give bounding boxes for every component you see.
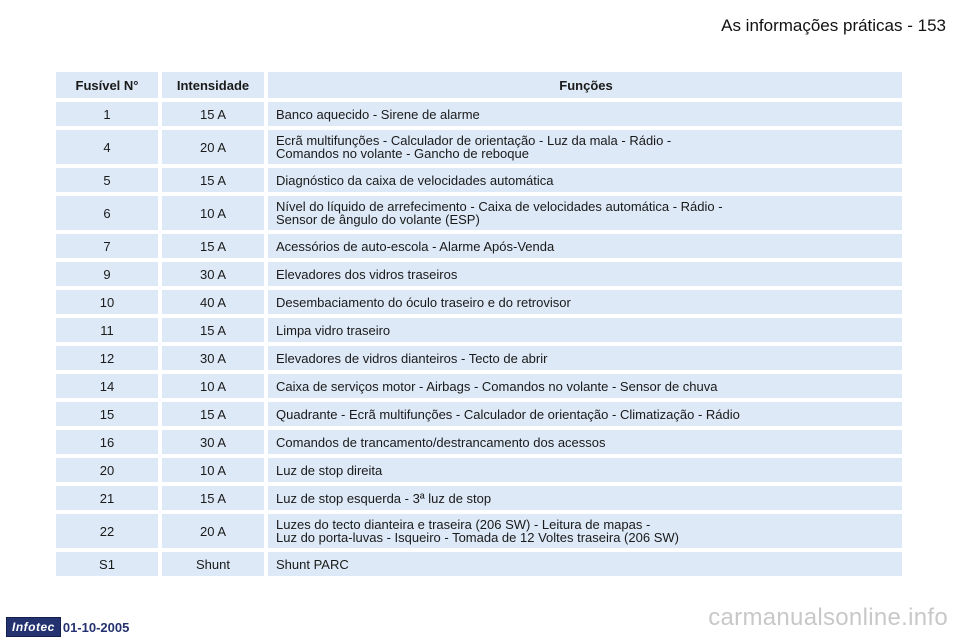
amperage-cell: 30 A — [162, 262, 268, 286]
table-row — [56, 458, 902, 482]
table-row — [56, 318, 902, 342]
fuse-number-cell: 5 — [56, 168, 162, 192]
function-line: Limpa vidro traseiro — [276, 322, 391, 338]
amperage-cell: 10 A — [162, 374, 268, 398]
amperage-cell: 10 A — [162, 196, 268, 230]
page-title: As informações práticas - 153 — [721, 16, 946, 35]
amperage-cell: 20 A — [162, 130, 268, 164]
fuse-number-cell: 22 — [56, 514, 162, 548]
table-row — [56, 130, 902, 164]
table-row — [56, 402, 902, 426]
function-line: Elevadores dos vidros traseiros — [276, 266, 458, 282]
function-line: Luz do porta-luvas - Isqueiro - Tomada de 12 Voltes traseira (206 SW) — [276, 530, 679, 545]
function-line: Shunt PARC — [276, 556, 349, 572]
fuse-number-cell: 6 — [56, 196, 162, 230]
fuse-number-cell: 15 — [56, 402, 162, 426]
amperage-cell: 15 A — [162, 168, 268, 192]
function-line: Banco aquecido - Sirene de alarme — [276, 106, 480, 122]
function-line: Sensor de ângulo do volante (ESP) — [276, 212, 480, 227]
fuse-number-cell: 20 — [56, 458, 162, 482]
fuse-number-cell: 7 — [56, 234, 162, 258]
functions-cell — [268, 168, 902, 192]
amperage-cell: 15 A — [162, 102, 268, 126]
table-header-row — [56, 72, 902, 98]
amperage-cell: 30 A — [162, 430, 268, 454]
amperage-cell: Shunt — [162, 552, 268, 576]
functions-cell — [268, 552, 902, 576]
function-line: Elevadores de vidros dianteiros - Tecto de abrir — [276, 350, 548, 366]
table-row — [56, 196, 902, 230]
functions-cell — [268, 486, 902, 510]
table-row — [56, 514, 902, 548]
table-row — [56, 552, 902, 576]
infotec-logo: Infotec — [6, 617, 61, 637]
amperage-cell: 40 A — [162, 290, 268, 314]
table-row — [56, 430, 902, 454]
column-header-functions: Funções — [268, 72, 902, 98]
functions-cell — [268, 130, 902, 164]
fuse-number-cell: 9 — [56, 262, 162, 286]
fuse-number-cell: 16 — [56, 430, 162, 454]
column-header-fuse-number: Fusível N° — [56, 72, 162, 98]
functions-cell — [268, 346, 902, 370]
fuse-table-body — [56, 102, 902, 576]
footer — [6, 617, 129, 637]
functions-cell — [268, 102, 902, 126]
fuse-number-cell: 21 — [56, 486, 162, 510]
amperage-cell: 15 A — [162, 234, 268, 258]
table-row — [56, 290, 902, 314]
watermark: carmanualsonline.info — [708, 604, 948, 631]
fuse-number-cell: 12 — [56, 346, 162, 370]
function-line: Comandos no volante - Gancho de reboque — [276, 146, 529, 161]
functions-cell — [268, 374, 902, 398]
fuse-table — [56, 68, 902, 580]
functions-cell — [268, 402, 902, 426]
amperage-cell: 30 A — [162, 346, 268, 370]
amperage-cell: 15 A — [162, 486, 268, 510]
amperage-cell: 20 A — [162, 514, 268, 548]
fuse-number-cell: 14 — [56, 374, 162, 398]
function-line: Luzes do tecto dianteira e traseira (206 SW) - Leitura de mapas - — [276, 517, 651, 532]
amperage-cell: 15 A — [162, 318, 268, 342]
amperage-cell: 15 A — [162, 402, 268, 426]
fuse-number-cell: 4 — [56, 130, 162, 164]
function-line: Luz de stop esquerda - 3ª luz de stop — [276, 490, 492, 506]
fuse-number-cell: S1 — [56, 552, 162, 576]
table-row — [56, 168, 902, 192]
functions-cell — [268, 262, 902, 286]
column-header-amperage: Intensidade — [162, 72, 268, 98]
table-row — [56, 486, 902, 510]
amperage-cell: 10 A — [162, 458, 268, 482]
functions-cell — [268, 290, 902, 314]
functions-cell — [268, 234, 902, 258]
function-line: Luz de stop direita — [276, 462, 383, 478]
function-line: Desembaciamento do óculo traseiro e do retrovisor — [276, 294, 571, 310]
function-line: Quadrante - Ecrã multifunções - Calculador de orientação - Climatização - Rádio — [276, 406, 740, 422]
fuse-number-cell: 11 — [56, 318, 162, 342]
functions-cell — [268, 458, 902, 482]
functions-cell — [268, 196, 902, 230]
function-line: Nível do líquido de arrefecimento - Caixa de velocidades automática - Rádio - — [276, 199, 723, 214]
table-row — [56, 234, 902, 258]
table-row — [56, 374, 902, 398]
function-line: Acessórios de auto-escola - Alarme Após-Venda — [276, 238, 555, 254]
function-line: Ecrã multifunções - Calculador de orientação - Luz da mala - Rádio - — [276, 133, 672, 148]
function-line: Caixa de serviços motor - Airbags - Comandos no volante - Sensor de chuva — [276, 378, 718, 394]
edition-date: 01-10-2005 — [62, 619, 130, 635]
functions-cell — [268, 514, 902, 548]
function-line: Comandos de trancamento/destrancamento dos acessos — [276, 434, 606, 450]
table-row — [56, 262, 902, 286]
fuse-number-cell: 1 — [56, 102, 162, 126]
functions-cell — [268, 430, 902, 454]
table-row — [56, 346, 902, 370]
function-line: Diagnóstico da caixa de velocidades automática — [276, 172, 554, 188]
fuse-number-cell: 10 — [56, 290, 162, 314]
functions-cell — [268, 318, 902, 342]
table-row — [56, 102, 902, 126]
